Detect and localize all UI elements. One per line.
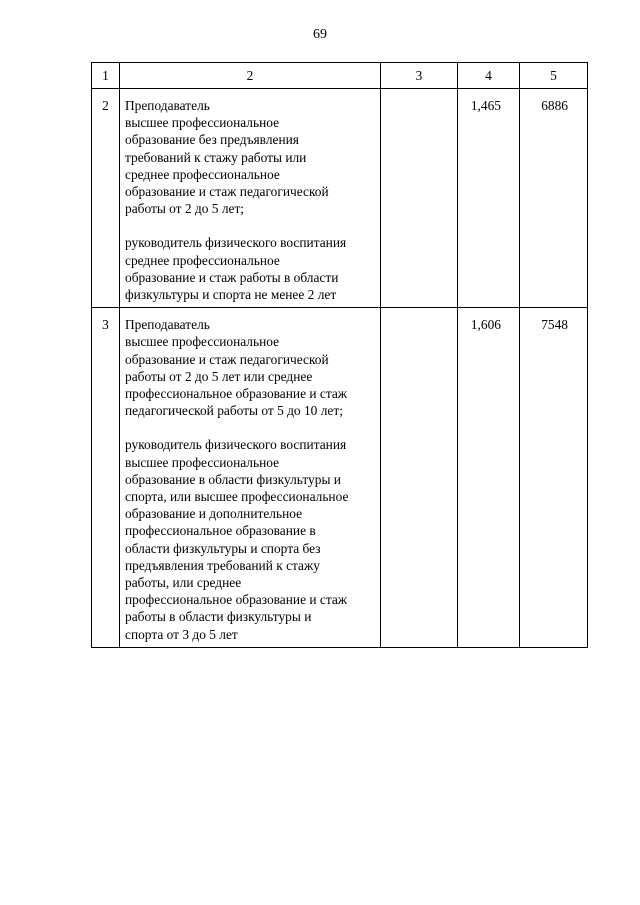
position-description: [120, 308, 381, 648]
coefficient-cell: 1,606: [458, 308, 520, 648]
salary-table: [91, 62, 588, 648]
salary-cell: 6886: [520, 89, 588, 308]
row-number: 3: [92, 308, 120, 648]
qualification-text: высшее профессиональное образование без предъявления требований к стажу работы или среднее профессиональное образование и стаж педагогической работы от 2 до 5 лет;: [125, 115, 329, 217]
qualification-text-secondary: руководитель физического воспитания высшее профессиональное образование в области физкультуры и спорта, или высшее профессиональное образование и дополнительное профессиональное образование в области физкультуры и спорта без предъявления требований к стажу работы, или среднее профессиональное образование и стаж работы в области физкультуры и спорта от 3 до 5 лет: [125, 437, 349, 642]
header-cell-1: 1: [92, 63, 120, 89]
header-cell-3: 3: [381, 63, 458, 89]
header-cell-2: 2: [120, 63, 381, 89]
table-header-row: [92, 63, 588, 89]
position-title: Преподаватель: [125, 317, 210, 333]
row-number: 2: [92, 89, 120, 308]
position-title: Преподаватель: [125, 98, 210, 113]
coefficient-cell: 1,465: [458, 89, 520, 308]
table-row: [92, 89, 588, 308]
header-cell-5: 5: [520, 63, 588, 89]
table-row: [92, 308, 588, 648]
page-number: 69: [313, 27, 327, 42]
qualification-text-secondary: руководитель физического воспитания среднее профессиональное образование и стаж работы в области физкультуры и спорта не менее 2 лет: [125, 235, 347, 303]
qualification-text: высшее профессиональное образование и стаж педагогической работы от 2 до 5 лет или среднее профессиональное образование и стаж педагогической работы от 5 до 10 лет;: [125, 334, 348, 419]
column-3-cell: [381, 89, 458, 308]
salary-cell: 7548: [520, 308, 588, 648]
column-3-cell: [381, 308, 458, 648]
position-description: [120, 89, 381, 308]
header-cell-4: 4: [458, 63, 520, 89]
